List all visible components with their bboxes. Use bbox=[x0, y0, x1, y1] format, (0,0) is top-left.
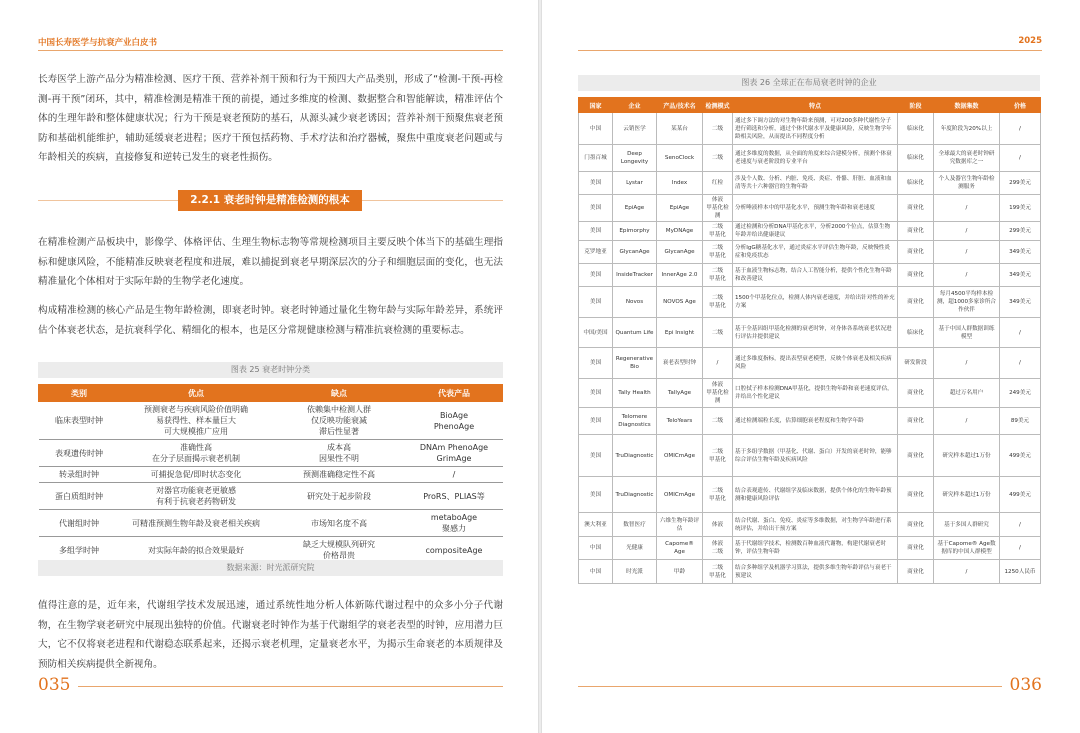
table-cell: 商业化 bbox=[898, 241, 934, 264]
table-cell: metaboAge 聚感力 bbox=[406, 510, 503, 537]
table-cell: 个人及器官生物年龄检测服务 bbox=[934, 172, 1000, 195]
feature-cell: 结合代谢、蛋白、免疫、炎症等多维数据，对生物学年龄进行系统评估，并给出干预方案 bbox=[733, 513, 898, 537]
col-header: 类别 bbox=[39, 385, 120, 402]
table-cell: 299美元 bbox=[1000, 172, 1041, 195]
table-cell: 美国 bbox=[579, 435, 613, 477]
header-title: 中国长寿医学与抗衰产业白皮书 bbox=[38, 38, 158, 48]
feature-cell: 通过检测端粒长度，估算细胞衰老程度和生物学年龄 bbox=[733, 408, 898, 435]
table-cell: 二级 甲基化 bbox=[703, 241, 733, 264]
table-cell: 数智医疗 bbox=[613, 513, 657, 537]
table-cell: 预测准确稳定性不高 bbox=[273, 467, 406, 483]
table-cell: 澳大利亚 bbox=[579, 513, 613, 537]
table-cell: 研究样本超过1万份 bbox=[934, 435, 1000, 477]
table-cell: 基于中国人群数据训练模型 bbox=[934, 318, 1000, 348]
header-rule bbox=[38, 50, 503, 51]
col-header: 检测模式 bbox=[703, 98, 733, 113]
table-cell: 中国/美国 bbox=[579, 318, 613, 348]
table-cell: / bbox=[406, 467, 503, 483]
table-cell: GlycanAge bbox=[613, 241, 657, 264]
table-cell: 美国 bbox=[579, 348, 613, 379]
feature-cell: 结合表观遗传、代谢组学及临床数据，提供个体化的生物年龄预测和健康风险评估 bbox=[733, 477, 898, 513]
table-cell: 研究样本超过1万份 bbox=[934, 477, 1000, 513]
table-cell: 对实际年龄的拟合效果最好 bbox=[120, 537, 273, 564]
table-cell: 甲龄 bbox=[657, 560, 703, 584]
table-cell: / bbox=[1000, 318, 1041, 348]
table-cell: 云销医学 bbox=[613, 113, 657, 145]
table-cell: 中国 bbox=[579, 560, 613, 584]
table-cell: TruDiagnostic bbox=[613, 435, 657, 477]
table-cell: 准确性高 在分子层面揭示衰老机制 bbox=[120, 440, 273, 467]
table-cell: 基于Capome® Age数据库的中国人群模型 bbox=[934, 537, 1000, 560]
table-cell: 349美元 bbox=[1000, 264, 1041, 287]
table-cell: NOVOS Age bbox=[657, 287, 703, 318]
table-cell: 二级 甲基化 bbox=[703, 222, 733, 241]
feature-cell: 基于全基因组甲基化检测的衰老时钟，对身体各系统衰老状况进行评估并提供建议 bbox=[733, 318, 898, 348]
table-cell: TruDiagnostic bbox=[613, 477, 657, 513]
table-cell: 二级 bbox=[703, 145, 733, 172]
feature-cell: 结合多种组学及机器学习算法，提供多维生物年龄评估与衰老干预建议 bbox=[733, 560, 898, 584]
table-row bbox=[39, 483, 503, 510]
table-cell: 表观遗传时钟 bbox=[39, 440, 120, 467]
table-cell: / bbox=[934, 264, 1000, 287]
col-header: 产品/技术名 bbox=[657, 98, 703, 113]
table-cell: 转录组时钟 bbox=[39, 467, 120, 483]
source-note: 数据来源：时光派研究院 bbox=[38, 560, 503, 576]
table-cell: 499美元 bbox=[1000, 435, 1041, 477]
table-cell: 时光派 bbox=[613, 560, 657, 584]
table-cell: 体液 二级 bbox=[703, 537, 733, 560]
table-cell: / bbox=[934, 348, 1000, 379]
table-cell: InnerAge 2.0 bbox=[657, 264, 703, 287]
table-cell: 可精准预测生物年龄及衰老相关疾病 bbox=[120, 510, 273, 537]
table-cell: 对器官功能衰老更敏感 有利于抗衰老药物研发 bbox=[120, 483, 273, 510]
table-cell: 美国 bbox=[579, 379, 613, 408]
table-cell: 美国 bbox=[579, 222, 613, 241]
table-cell: 市场知名度不高 bbox=[273, 510, 406, 537]
table-cell: 依赖集中检测人群 仅反映功能衰减 滞后性显著 bbox=[273, 402, 406, 440]
figure-caption: 图表 26 全球正在布局衰老时钟的企业 bbox=[578, 75, 1040, 91]
table-cell: 349美元 bbox=[1000, 287, 1041, 318]
table-cell: 二级 bbox=[703, 318, 733, 348]
table-cell: 临床化 bbox=[898, 145, 934, 172]
paragraph-detection: 在精准检测产品板块中，影像学、体格评估、生理生物标志物等常规检测项目主要反映个体当下的基础生理指标和健康风险，不能精准反映衰老程度和进展，难以捕捉到衰老早期深层次的分子和细胞层面的变化，也无法精准量化个体相对于实际年龄的生物学老化速度。 bbox=[38, 237, 503, 288]
col-header: 企业 bbox=[613, 98, 657, 113]
table-cell: ProRS、PLIAS等 bbox=[406, 483, 503, 510]
feature-cell: 基于多组学数据（甲基化、代谢、蛋白）开发的衰老时钟，能够综合评估生物年龄及疾病风险 bbox=[733, 435, 898, 477]
table-row bbox=[579, 287, 1041, 318]
table-cell: / bbox=[934, 195, 1000, 222]
feature-cell: 通过多维度指标，提出表型衰老模型，反映个体衰老及相关疾病风险 bbox=[733, 348, 898, 379]
table-cell: 研发阶段 bbox=[898, 348, 934, 379]
table-row bbox=[579, 195, 1041, 222]
table-cell: 多组学时钟 bbox=[39, 537, 120, 564]
table-header-row bbox=[39, 385, 503, 402]
col-header: 优点 bbox=[120, 385, 273, 402]
table-cell: 全球最大的衰老时钟研究数据库之一 bbox=[934, 145, 1000, 172]
left-page bbox=[0, 0, 538, 733]
table-row bbox=[579, 113, 1041, 145]
table-cell: 可捕捉急促/即时状态变化 bbox=[120, 467, 273, 483]
table-cell: 商业化 bbox=[898, 264, 934, 287]
col-header: 国家 bbox=[579, 98, 613, 113]
table-cell: 美国 bbox=[579, 408, 613, 435]
table-cell: 349美元 bbox=[1000, 241, 1041, 264]
table-cell: Novos bbox=[613, 287, 657, 318]
feature-cell: 通过多维度的数据，从全面的角度来综合建模分析，预测个体衰老速度与衰老阶段的专业平台 bbox=[733, 145, 898, 172]
table-cell: DNAm PhenoAge GrimAge bbox=[406, 440, 503, 467]
table-cell: 预测衰老与疾病风险价值明确 易获得性、样本量巨大 可大规模推广应用 bbox=[120, 402, 273, 440]
paragraph-metabolomics: 值得注意的是，近年来，代谢组学技术发展迅速，通过系统性地分析人体新陈代谢过程中的众多小分子代谢物，在生物学衰老研究中展现出独特的价值。代谢衰老时钟作为基于代谢组学的衰老表型的时钟，应用潜力巨大，它不仅将衰老进程和代谢稳态联系起来，还揭示衰老机理，定量衰老水平，为揭示生命衰老的本质规律及预防相关疾病提供全新视角。 bbox=[38, 600, 503, 670]
col-header: 特点 bbox=[733, 98, 898, 113]
feature-cell: 1500个甲基化位点，检测人体内衰老速度，并给出针对性的补充方案 bbox=[733, 287, 898, 318]
table-row bbox=[579, 560, 1041, 584]
table-cell: 商业化 bbox=[898, 513, 934, 537]
paragraph-aging-clock: 构成精准检测的核心产品是生物年龄检测，即衰老时钟。衰老时钟通过量化生物年龄与实际年龄差异，系统评估个体衰老状态，是抗衰科学化、精细化的根本，也是区分常规健康检测与精准抗衰检测的重要标志。 bbox=[38, 305, 503, 336]
table-row bbox=[39, 402, 503, 440]
table-cell: Deep Longevity bbox=[613, 145, 657, 172]
table-cell: 中国 bbox=[579, 113, 613, 145]
table-cell: Telomere Diagnostics bbox=[613, 408, 657, 435]
table-row bbox=[579, 537, 1041, 560]
table-cell: 199美元 bbox=[1000, 195, 1041, 222]
table-row bbox=[579, 264, 1041, 287]
table-row bbox=[579, 435, 1041, 477]
table-row bbox=[579, 318, 1041, 348]
table-cell: Epi Insight bbox=[657, 318, 703, 348]
table-cell: / bbox=[934, 560, 1000, 584]
table-cell: 二级 甲基化 bbox=[703, 560, 733, 584]
table-cell: InsideTracker bbox=[613, 264, 657, 287]
table-cell: 衰老表型时钟 bbox=[657, 348, 703, 379]
table-row bbox=[579, 379, 1041, 408]
feature-cell: 通过多下调方法的对生物年龄来预测，可对200多种代谢性分子进行筛选和分析，通过个体代谢水平及健康风险，反映生物学年龄相关风险，从而提出不同程度分析 bbox=[733, 113, 898, 145]
table-cell: 249美元 bbox=[1000, 379, 1041, 408]
table-row bbox=[579, 513, 1041, 537]
table-cell: / bbox=[934, 222, 1000, 241]
feature-cell: 分析IgG糖基化水平，通过炎症水平评估生物年龄，反映慢性炎症和免疫状态 bbox=[733, 241, 898, 264]
table-cell: 基于多国人群研究 bbox=[934, 513, 1000, 537]
table-cell: 二级 bbox=[703, 113, 733, 145]
table-cell: 临床表型时钟 bbox=[39, 402, 120, 440]
col-header: 价格 bbox=[1000, 98, 1041, 113]
table-cell: 商业化 bbox=[898, 195, 934, 222]
header-rule bbox=[578, 50, 1042, 51]
table-cell: 商业化 bbox=[898, 435, 934, 477]
table-row bbox=[579, 348, 1041, 379]
table-cell: 临床化 bbox=[898, 172, 934, 195]
table-cell: 89美元 bbox=[1000, 408, 1041, 435]
table-cell: 门墨百城 bbox=[579, 145, 613, 172]
table-cell: TeloYears bbox=[657, 408, 703, 435]
table-cell: 六维生物年龄评估 bbox=[657, 513, 703, 537]
table-cell: 商业化 bbox=[898, 222, 934, 241]
table-row bbox=[579, 172, 1041, 195]
table-cell: 每月4500平均样本检测，超1000多家诊所合作伙伴 bbox=[934, 287, 1000, 318]
table-cell: 中国 bbox=[579, 537, 613, 560]
table-cell: Capome® Age bbox=[657, 537, 703, 560]
table-cell: OMICmAge bbox=[657, 435, 703, 477]
table-cell: 成本高 因果性不明 bbox=[273, 440, 406, 467]
table-cell: Epimorphy bbox=[613, 222, 657, 241]
table-cell: 代谢组时钟 bbox=[39, 510, 120, 537]
table-cell: 二级 甲基化 bbox=[703, 287, 733, 318]
table-cell: 缺乏大规模队列研究 价格昂贵 bbox=[273, 537, 406, 564]
table-cell: 美国 bbox=[579, 287, 613, 318]
table-cell: compositeAge bbox=[406, 537, 503, 564]
table-cell: Regenerative Bio bbox=[613, 348, 657, 379]
table-row bbox=[579, 241, 1041, 264]
feature-cell: 基于血液生物标志物，结合人工智能分析，提供个性化生物年龄和改善建议 bbox=[733, 264, 898, 287]
col-header: 阶段 bbox=[898, 98, 934, 113]
table-cell: 研究处于起步阶段 bbox=[273, 483, 406, 510]
feature-cell: 通过检测和分析DNA甲基化水平，分析2000个位点，估算生物年龄并给出健康建议 bbox=[733, 222, 898, 241]
aging-clock-table bbox=[38, 384, 503, 564]
table-row bbox=[39, 510, 503, 537]
table-cell: 二级 甲基化 bbox=[703, 435, 733, 477]
table-cell: Quantum Life bbox=[613, 318, 657, 348]
table-cell: 体液 bbox=[703, 513, 733, 537]
table-cell: OMICmAge bbox=[657, 477, 703, 513]
table-cell: / bbox=[1000, 113, 1041, 145]
table-cell: SenoClock bbox=[657, 145, 703, 172]
footer-rule bbox=[78, 686, 503, 687]
feature-cell: 基于代谢组学技术，检测数百种血液代谢物，构建代谢衰老时钟，评估生物年龄 bbox=[733, 537, 898, 560]
table-cell: 二级 bbox=[703, 408, 733, 435]
table-cell: 商业化 bbox=[898, 537, 934, 560]
table-cell: Tally Health bbox=[613, 379, 657, 408]
table-cell: / bbox=[1000, 513, 1041, 537]
table-cell: 美国 bbox=[579, 195, 613, 222]
header-year: 2025 bbox=[1018, 36, 1042, 46]
col-header: 数据集数 bbox=[934, 98, 1000, 113]
feature-cell: 涉及个人数、分析、内脏、免疫、炎症、骨骼、肝脏、血液和血清等共十六种器官的生物年龄 bbox=[733, 172, 898, 195]
table-cell: 临床化 bbox=[898, 318, 934, 348]
table-cell: / bbox=[703, 348, 733, 379]
table-cell: TallyAge bbox=[657, 379, 703, 408]
table-cell: 商业化 bbox=[898, 287, 934, 318]
table-cell: / bbox=[1000, 348, 1041, 379]
table-row bbox=[579, 477, 1041, 513]
table-row bbox=[579, 222, 1041, 241]
table-cell: 超过万名用户 bbox=[934, 379, 1000, 408]
table-cell: 某某台 bbox=[657, 113, 703, 145]
table-cell: 克罗地亚 bbox=[579, 241, 613, 264]
table-cell: 红检 bbox=[703, 172, 733, 195]
table-cell: 499美元 bbox=[1000, 477, 1041, 513]
feature-cell: 口腔拭子样本检测DNA甲基化，提供生物年龄和衰老速度评估，并给出个性化建议 bbox=[733, 379, 898, 408]
table-cell: 商业化 bbox=[898, 408, 934, 435]
paragraph-intro: 长寿医学上游产品分为精准检测、医疗干预、营养补剂干预和行为干预四大产品类别，形成了“检测-干预-再检测-再干预”闭环，其中，精准检测是精准干预的前提，通过多维度的检测、数据整合和智能解读，精准评估个体的生理年龄和整体健康状况；行为干预是衰老预防的基石，从源头减少衰老诱因；营养补剂干预聚焦衰老预防和基础机能维护，辅助延缓衰老进程；医疗干预包括药物、手术疗法和治疗器械，聚焦中重度衰老问题或与年龄相关的疾病，直接修复和逆转已发生的衰老性损伤。 bbox=[38, 74, 503, 164]
page-number: 036 bbox=[1009, 675, 1042, 695]
table-cell: Lystar bbox=[613, 172, 657, 195]
table-cell: 1250人民币 bbox=[1000, 560, 1041, 584]
table-cell: 299美元 bbox=[1000, 222, 1041, 241]
table-row bbox=[579, 145, 1041, 172]
table-row bbox=[39, 440, 503, 467]
table-cell: 美国 bbox=[579, 477, 613, 513]
table-cell: 商业化 bbox=[898, 379, 934, 408]
table-cell: 商业化 bbox=[898, 560, 934, 584]
table-cell: 蛋白质组时钟 bbox=[39, 483, 120, 510]
section-title: 2.2.1 衰老时钟是精准检测的根本 bbox=[178, 190, 362, 211]
section-rule-right bbox=[362, 200, 503, 201]
table-row bbox=[579, 408, 1041, 435]
table-cell: 美国 bbox=[579, 172, 613, 195]
col-header: 缺点 bbox=[273, 385, 406, 402]
table-cell: 商业化 bbox=[898, 477, 934, 513]
table-cell: 体液 甲基化检测 bbox=[703, 195, 733, 222]
table-cell: / bbox=[934, 408, 1000, 435]
table-cell: MyDNAge bbox=[657, 222, 703, 241]
feature-cell: 分析唾液样本中的甲基化水平，预测生物年龄和衰老速度 bbox=[733, 195, 898, 222]
table-header-row bbox=[579, 98, 1041, 113]
table-cell: / bbox=[934, 241, 1000, 264]
table-row bbox=[39, 467, 503, 483]
table-cell: EpiAge bbox=[657, 195, 703, 222]
table-cell: 光健康 bbox=[613, 537, 657, 560]
table-cell: 二级 甲基化 bbox=[703, 264, 733, 287]
table-cell: 体液 甲基化检测 bbox=[703, 379, 733, 408]
footer-rule bbox=[578, 686, 1002, 687]
table-cell: 二级 甲基化 bbox=[703, 477, 733, 513]
table-cell: / bbox=[1000, 145, 1041, 172]
table-cell: 美国 bbox=[579, 264, 613, 287]
table-cell: 临床化 bbox=[898, 113, 934, 145]
table-cell: 年度阶段为20%以上 bbox=[934, 113, 1000, 145]
companies-table bbox=[578, 97, 1041, 584]
figure-caption: 图表 25 衰老时钟分类 bbox=[38, 362, 503, 378]
col-header: 代表产品 bbox=[406, 385, 503, 402]
table-cell: Index bbox=[657, 172, 703, 195]
table-cell: BioAge PhenoAge bbox=[406, 402, 503, 440]
table-cell: / bbox=[1000, 537, 1041, 560]
page-number: 035 bbox=[38, 675, 71, 695]
table-cell: GlycanAge bbox=[657, 241, 703, 264]
section-rule-left bbox=[38, 200, 178, 201]
table-cell: EpiAge bbox=[613, 195, 657, 222]
